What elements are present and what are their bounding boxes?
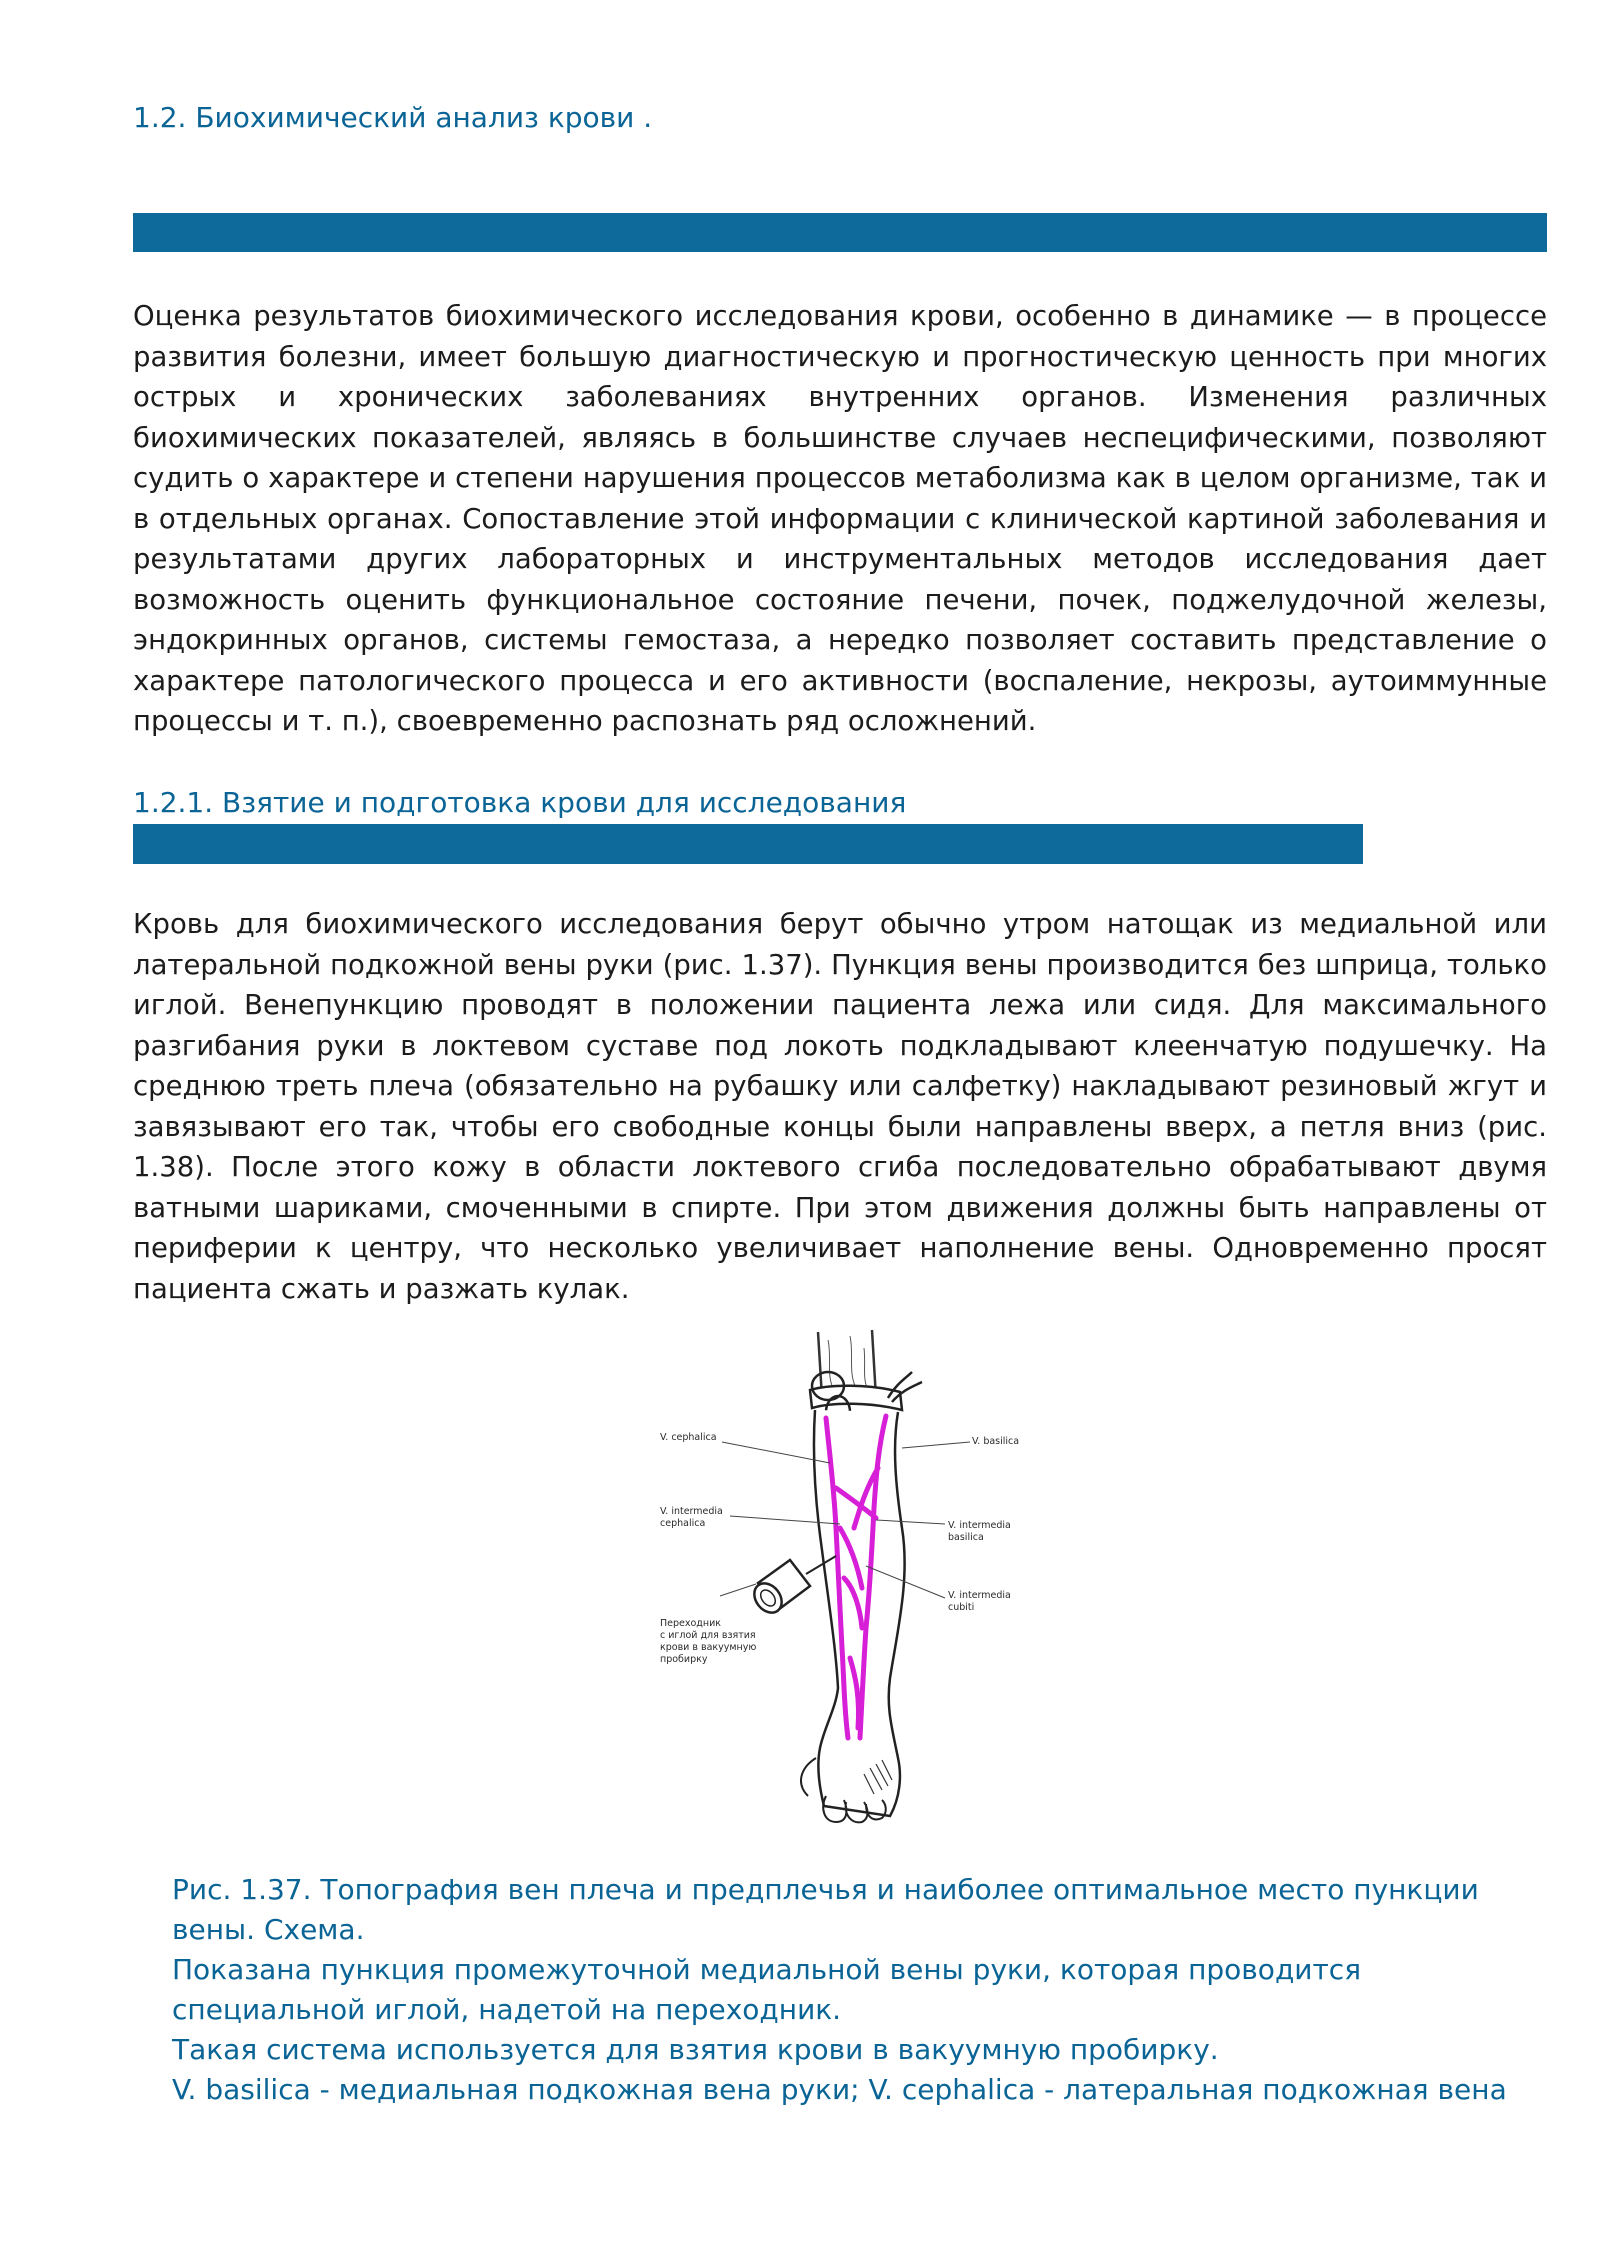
arm-veins-illustration <box>640 1328 1040 1828</box>
venipuncture-figure <box>640 1328 1040 1828</box>
label-v-basilica: V. basilica <box>972 1436 1020 1447</box>
section-intro-paragraph: Оценка результатов биохимического исследования крови, особенно в динамике — в процессе развития болезни, имеет большую диагностическую и прогностическую ценность при многих острых и хронических заболеваниях внутренних органов. Изменения различных биохимических показателей, являясь в большинстве случаев неспецифическими, позволяют судить о характере и степени нарушения процессов метаболизма как в целом организме, так и в отдельных органах. Сопоставление этой информации с клинической картиной заболевания и результатами других лабораторных и инструментальных методов исследования дает возможность оценить функциональное состояние печени, почек, поджелудочной железы, эндокринных органов, системы гемостаза, а нередко позволяет составить представление о характере патологического процесса и его активности (воспаление, некрозы, аутоиммунные процессы и т. п.), своевременно распознать ряд осложнений. <box>133 300 1547 737</box>
label-v-intermedia-basilica-line1: V. intermedia <box>948 1520 1011 1531</box>
label-v-cephalica: V. cephalica <box>660 1432 717 1443</box>
caption-line-3: Такая система используется для взятия крови в вакуумную пробирку. <box>172 2033 1219 2066</box>
label-v-intermedia-cubiti-line2: cubiti <box>948 1602 975 1613</box>
label-v-intermedia-cubiti-line1: V. intermedia <box>948 1590 1011 1601</box>
subsection-body-paragraph: Кровь для биохимического исследования берут обычно утром натощак из медиальной или латеральной подкожной вены руки (рис. 1.37). Пункция вены производится без шприца, только иглой. Венепункцию проводят в положении пациента лежа или сидя. Для максимального разгибания руки в локтевом суставе под локоть подкладывают клеенчатую подушечку. На среднюю треть плеча (обязательно на рубашку или салфетку) накладывают резиновый жгут и завязывают его так, чтобы его свободные концы были направлены вверх, а петля вниз (рис. 1.38). После этого кожу в области локтевого сгиба последовательно обрабатывают двумя ватными шариками, смоченными в спирте. При этом движения должны быть направлены от периферии к центру, что несколько увеличивает наполнение вены. Одновременно просят пациента сжать и разжать кулак. <box>133 908 1547 1305</box>
caption-line-2: Показана пункция промежуточной медиальной вены руки, которая проводится специальной иглой, надетой на переходник. <box>172 1953 1362 2026</box>
caption-line-4: V. basilica - медиальная подкожная вена руки; V. cephalica - латеральная подкожная вена <box>172 2073 1507 2106</box>
label-v-intermedia-basilica-line2: basilica <box>948 1532 984 1543</box>
subsection-title: 1.2.1. Взятие и подготовка крови для исследования <box>133 786 907 819</box>
section-title-bar <box>133 213 1547 252</box>
label-v-intermedia-cephalica-line1: V. intermedia <box>660 1506 723 1517</box>
label-v-intermedia-cephalica-line2: cephalica <box>660 1518 706 1529</box>
subsection-title-bar <box>133 824 1363 864</box>
label-adapter-line1: Переходник <box>660 1618 721 1629</box>
label-adapter-line2: с иглой для взятия <box>660 1630 756 1641</box>
section-title: 1.2. Биохимический анализ крови . <box>133 101 653 134</box>
label-adapter-line4: пробирку <box>660 1654 708 1665</box>
figure-caption <box>172 1870 1512 2110</box>
caption-line-1: Рис. 1.37. Топография вен плеча и предплечья и наиболее оптимальное место пункции вены. Схема. <box>172 1873 1479 1946</box>
label-adapter-line3: крови в вакуумную <box>660 1642 757 1653</box>
